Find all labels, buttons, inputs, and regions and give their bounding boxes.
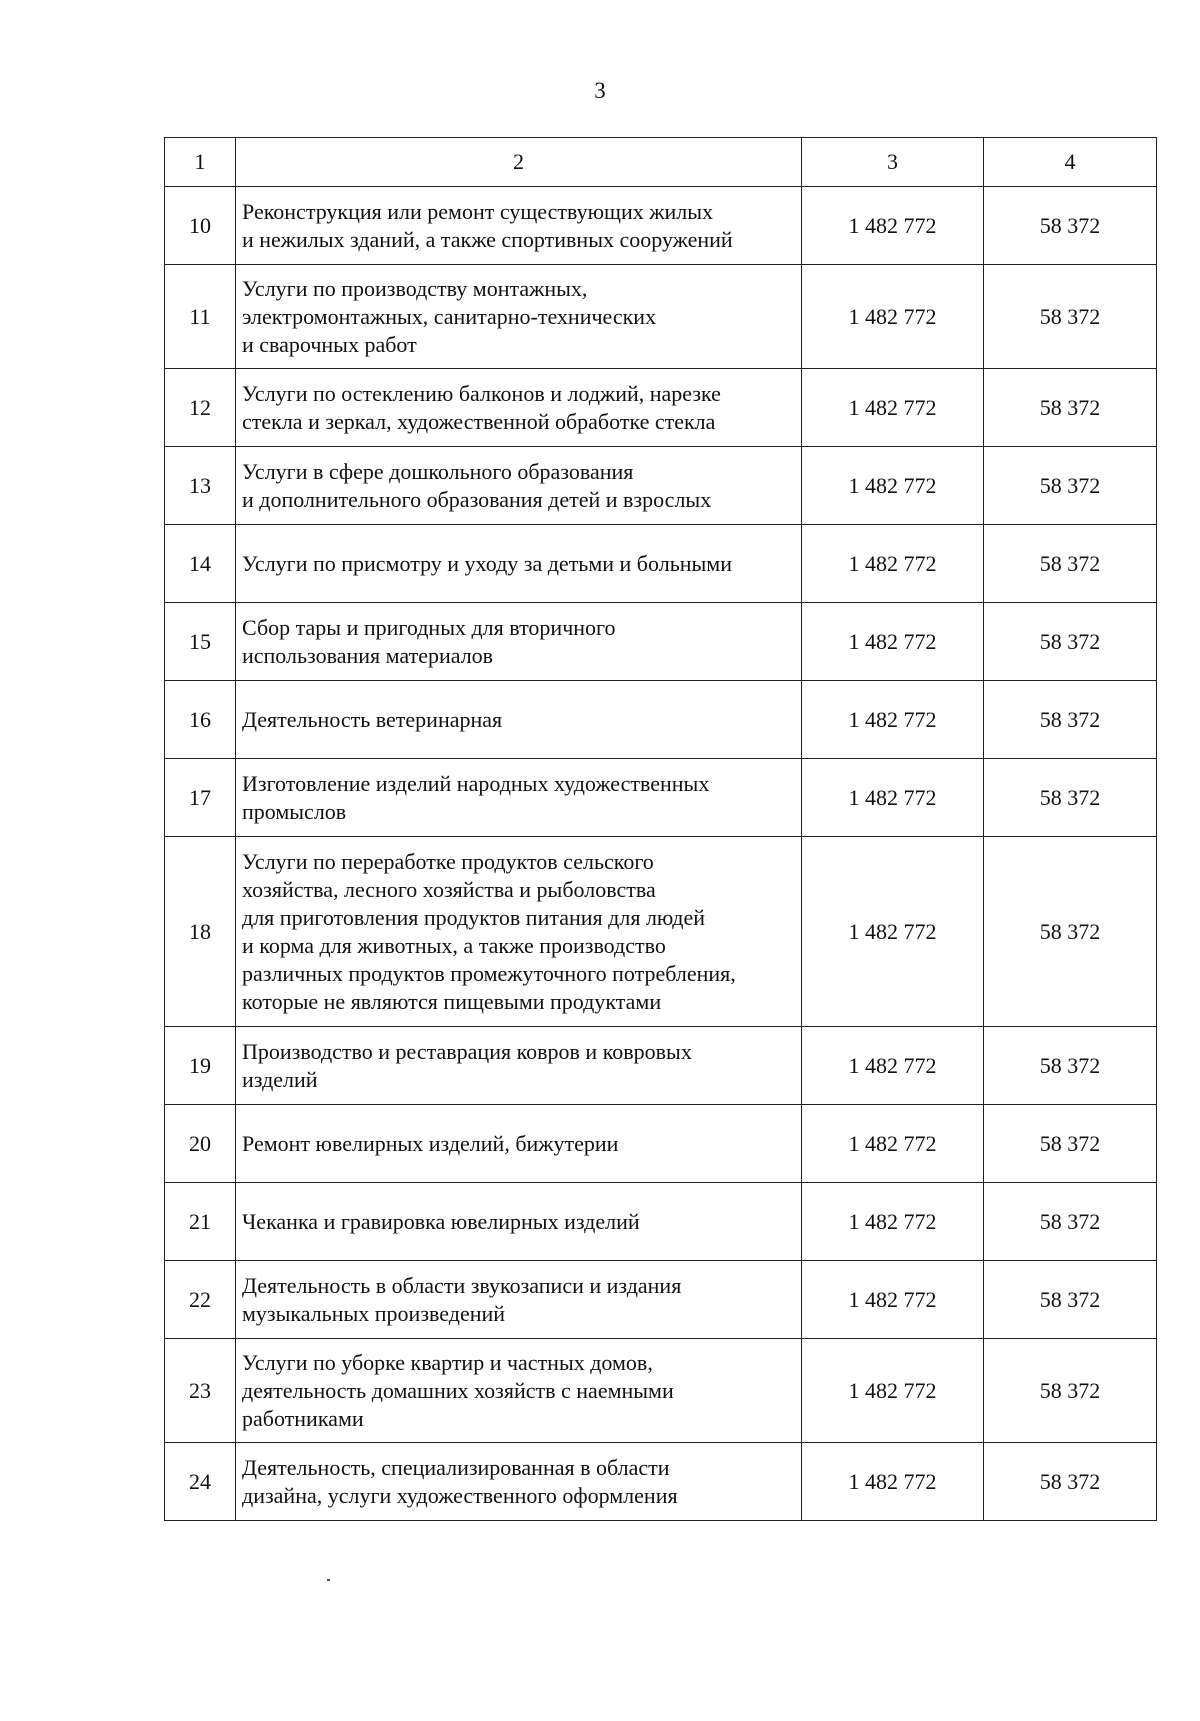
description-cell — [236, 759, 802, 837]
header-cell-4: 4 — [984, 138, 1157, 187]
row-number-cell: 19 — [165, 1027, 236, 1105]
description-line: Деятельность в области звукозаписи и издания — [242, 1272, 682, 1298]
value-cell-col3: 1 482 772 — [802, 1261, 984, 1339]
value-cell-col4: 58 372 — [984, 1183, 1157, 1261]
description-line: хозяйства, лесного хозяйства и рыболовства — [242, 876, 656, 902]
table-row — [165, 1339, 1157, 1443]
description-line: Услуги по остеклению балконов и лоджий, нарезке — [242, 380, 721, 406]
description-cell — [236, 1105, 802, 1183]
row-number-cell: 14 — [165, 525, 236, 603]
table-row — [165, 369, 1157, 447]
description-cell — [236, 525, 802, 603]
description-line: электромонтажных, санитарно-технических — [242, 303, 657, 329]
table-row — [165, 1443, 1157, 1521]
description-line: различных продуктов промежуточного потребления, — [242, 960, 736, 986]
table-row — [165, 447, 1157, 525]
value-cell-col4: 58 372 — [984, 759, 1157, 837]
table-row — [165, 1027, 1157, 1105]
table-row — [165, 603, 1157, 681]
header-cell-1: 1 — [165, 138, 236, 187]
description-line: для приготовления продуктов питания для людей — [242, 904, 705, 930]
table-row — [165, 1261, 1157, 1339]
value-cell-col3: 1 482 772 — [802, 837, 984, 1027]
description-line: промыслов — [242, 798, 347, 824]
description-line: Чеканка и гравировка ювелирных изделий — [242, 1208, 640, 1234]
description-line: Производство и реставрация ковров и ковровых — [242, 1038, 692, 1064]
description-line: дизайна, услуги художественного оформления — [242, 1482, 678, 1508]
value-cell-col3: 1 482 772 — [802, 759, 984, 837]
value-cell-col3: 1 482 772 — [802, 265, 984, 369]
value-cell-col4: 58 372 — [984, 1339, 1157, 1443]
value-cell-col4: 58 372 — [984, 1027, 1157, 1105]
row-number-cell: 20 — [165, 1105, 236, 1183]
row-number-cell: 18 — [165, 837, 236, 1027]
value-cell-col3: 1 482 772 — [802, 1339, 984, 1443]
value-cell-col4: 58 372 — [984, 187, 1157, 265]
description-line: музыкальных произведений — [242, 1300, 506, 1326]
row-number-cell: 23 — [165, 1339, 236, 1443]
description-line: Услуги по производству монтажных, — [242, 275, 588, 301]
description-line: и нежилых зданий, а также спортивных сооружений — [242, 226, 733, 252]
value-cell-col3: 1 482 772 — [802, 1183, 984, 1261]
description-line: Деятельность ветеринарная — [242, 706, 503, 732]
row-number-cell: 21 — [165, 1183, 236, 1261]
value-cell-col3: 1 482 772 — [802, 447, 984, 525]
table-body — [165, 138, 1157, 1521]
value-cell-col4: 58 372 — [984, 1105, 1157, 1183]
row-number-cell: 15 — [165, 603, 236, 681]
page-number: 3 — [594, 78, 606, 103]
row-number-cell: 12 — [165, 369, 236, 447]
value-cell-col4: 58 372 — [984, 837, 1157, 1027]
description-cell — [236, 1339, 802, 1443]
description-cell — [236, 1027, 802, 1105]
row-number-cell: 16 — [165, 681, 236, 759]
description-cell — [236, 1183, 802, 1261]
description-line: Изготовление изделий народных художественных — [242, 770, 710, 796]
table-header-row — [165, 138, 1157, 187]
value-cell-col4: 58 372 — [984, 1261, 1157, 1339]
description-cell — [236, 265, 802, 369]
description-line: изделий — [242, 1066, 318, 1092]
value-cell-col4: 58 372 — [984, 681, 1157, 759]
description-cell — [236, 369, 802, 447]
description-line: деятельность домашних хозяйств с наемными — [242, 1377, 674, 1403]
value-cell-col3: 1 482 772 — [802, 525, 984, 603]
description-cell — [236, 681, 802, 759]
value-cell-col4: 58 372 — [984, 447, 1157, 525]
value-cell-col4: 58 372 — [984, 525, 1157, 603]
header-cell-2: 2 — [236, 138, 802, 187]
description-line: использования материалов — [242, 642, 494, 668]
table-row — [165, 759, 1157, 837]
description-cell — [236, 187, 802, 265]
row-number-cell: 24 — [165, 1443, 236, 1521]
value-cell-col3: 1 482 772 — [802, 1027, 984, 1105]
value-cell-col3: 1 482 772 — [802, 603, 984, 681]
row-number-cell: 22 — [165, 1261, 236, 1339]
value-cell-col3: 1 482 772 — [802, 187, 984, 265]
description-cell — [236, 447, 802, 525]
description-line: Услуги по переработке продуктов сельского — [242, 848, 654, 874]
description-cell — [236, 837, 802, 1027]
row-number-cell: 17 — [165, 759, 236, 837]
table-row — [165, 1105, 1157, 1183]
value-cell-col4: 58 372 — [984, 369, 1157, 447]
description-line: и дополнительного образования детей и взрослых — [242, 486, 712, 512]
row-number-cell: 11 — [165, 265, 236, 369]
description-cell — [236, 603, 802, 681]
description-line: Услуги в сфере дошкольного образования — [242, 458, 634, 484]
row-number-cell: 13 — [165, 447, 236, 525]
description-cell — [236, 1261, 802, 1339]
value-cell-col4: 58 372 — [984, 1443, 1157, 1521]
description-line: Деятельность, специализированная в области — [242, 1454, 670, 1480]
value-cell-col3: 1 482 772 — [802, 1105, 984, 1183]
description-line: и сварочных работ — [242, 331, 417, 357]
value-cell-col3: 1 482 772 — [802, 681, 984, 759]
description-line: Услуги по присмотру и уходу за детьми и больными — [242, 550, 732, 576]
description-line: и корма для животных, а также производство — [242, 932, 666, 958]
row-number-cell: 10 — [165, 187, 236, 265]
services-table — [164, 137, 1157, 1521]
description-line: Сбор тары и пригодных для вторичного — [242, 614, 616, 640]
description-line: которые не являются пищевыми продуктами — [242, 988, 662, 1014]
table-row — [165, 681, 1157, 759]
value-cell-col3: 1 482 772 — [802, 369, 984, 447]
table-row — [165, 1183, 1157, 1261]
value-cell-col4: 58 372 — [984, 603, 1157, 681]
header-cell-3: 3 — [802, 138, 984, 187]
description-line: работниками — [242, 1405, 364, 1431]
description-line: стекла и зеркал, художественной обработке стекла — [242, 408, 716, 434]
value-cell-col3: 1 482 772 — [802, 1443, 984, 1521]
table-row — [165, 187, 1157, 265]
table-row — [165, 525, 1157, 603]
description-cell — [236, 1443, 802, 1521]
description-line: Услуги по уборке квартир и частных домов, — [242, 1349, 653, 1375]
scan-speck — [327, 1579, 330, 1581]
table-row — [165, 837, 1157, 1027]
description-line: Реконструкция или ремонт существующих жилых — [242, 198, 713, 224]
table-row — [165, 265, 1157, 369]
value-cell-col4: 58 372 — [984, 265, 1157, 369]
description-line: Ремонт ювелирных изделий, бижутерии — [242, 1130, 619, 1156]
